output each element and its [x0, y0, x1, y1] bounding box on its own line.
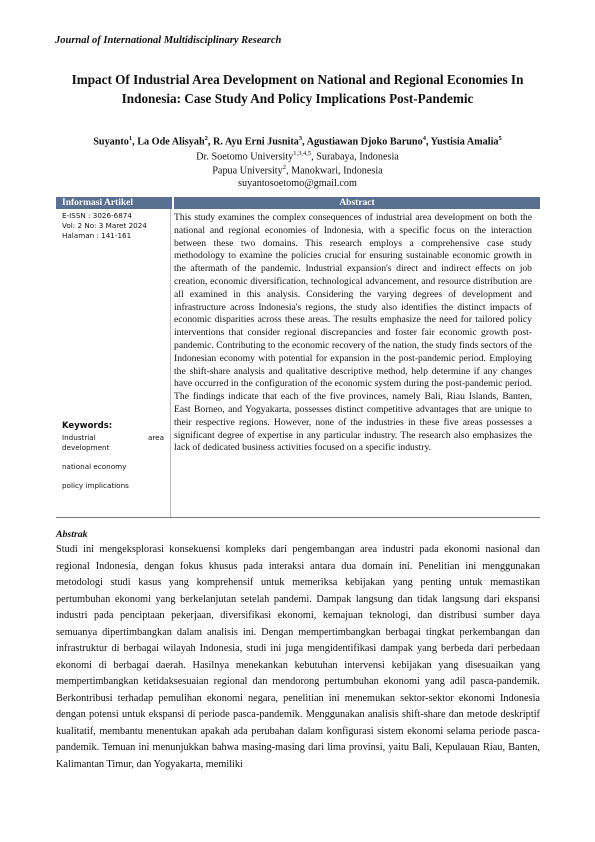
affiliation-2 — [60, 164, 535, 176]
affiliation-name: Papua University — [212, 165, 283, 177]
keyword-1-continued: development — [62, 443, 110, 452]
affiliation-place: , Manokwari, Indonesia — [285, 165, 383, 177]
author-name: Suyanto — [93, 136, 129, 148]
corresponding-email: suyantosoetomo@gmail.com — [238, 178, 357, 189]
paper-title: Impact Of Industrial Area Development on National and Regional Economies In Indonesia: Case Study And Policy Implications Post-Pandemic — [71, 72, 524, 106]
author-affiliation-mark: 2 — [204, 135, 208, 142]
author-affiliation-mark: 4 — [422, 135, 426, 142]
eissn: E-ISSN : 3026-6874 — [62, 211, 132, 220]
abstrak-label: Abstrak — [56, 529, 88, 540]
volume-issue: Vol: 2 No: 3 Maret 2024 — [62, 221, 147, 230]
affiliation-place: , Surabaya, Indonesia — [311, 151, 399, 163]
keyword-2: national economy — [62, 462, 127, 471]
author-affiliation-mark: 5 — [498, 135, 502, 142]
abstract-english: This study examines the complex consequences of industrial area development on both the national and regional economies of Indonesia, with a specific focus on the interaction between these two domains. This research employs a comprehensive case study methodology to examine the policies crucial for ensuring sustainable economic growth in the aftermath of the pandemic. Industrial expansion's direct and indirect effects on job creation, economic diversification, technological advancement, and resource distribution are all examined in this analysis. Considering the varying degrees of development and infrastructure across Indonesia's regions, the study also identifies the distinct impacts of economic disparities across these areas. The results emphasize the need for tailored policy interventions that consider regional discrepancies and foster fair economic growth post-pandemic. Contributing to the economic recovery of the nation, the study finds sectors of the Indonesian economy with potential for expansion in the post-pandemic period. Employing the shift-share analysis and qualitative descriptive method, help determine if any changes have occurred in the configuration of the economic system during the post-pandemic period. The findings indicate that each of the five provinces, namely Bali, Riau Islands, Banten, East Borneo, and Yogyakarta, possesses distinct competitive advantages that are unique to their respective regions. However, none of the industries in these five areas possesses a significant degree of expertise in any particular industry. The research also emphasizes the lack of dedicated business activities focused on a specific industry. — [174, 212, 532, 454]
section-divider — [56, 517, 540, 518]
article-info-header: Informasi Artikel — [56, 197, 172, 209]
page-range: Halaman : 141-161 — [62, 231, 132, 240]
author-name: Agustiawan Djoko Baruno — [306, 136, 423, 148]
affiliation-1 — [60, 150, 535, 162]
author-affiliation-mark: 1 — [128, 135, 133, 142]
author-name: La Ode Alisyah — [137, 136, 205, 148]
author-name: R. Ayu Erni Jusnita — [212, 136, 299, 148]
journal-name: Journal of International Multidisciplinary Research — [55, 35, 282, 46]
affiliation-mark: 2 — [282, 164, 286, 171]
affiliation-name: Dr. Soetomo University — [196, 151, 294, 163]
abstract-indonesian: Studi ini mengeksplorasi konsekuensi kompleks dari pengembangan area industri pada ekonomi nasional dan regional Indonesia, dengan fokus khusus pada interaksi antara dua domain ini. Penelitian ini menggunakan metodologi studi kasus yang komprehensif untuk memeriksa kebijakan yang penting untuk memastikan pertumbuhan ekonomi yang berkelanjutan setelah pandemi. Dampak langsung dan tidak langsung dari ekspansi industri pada penciptaan pekerjaan, diversifikasi ekonomi, kemajuan teknologi, dan distribusi sumber daya semuanya dipertimbangkan dalam analisis ini. Dengan mempertimbangkan berbagai tingkat perkembangan dan infrastruktur di berbagai wilayah Indonesia, studi ini juga mengidentifikasi dampak yang berbeda dari perbedaan ekonomi di berbagai daerah. Hasilnya menekankan kebutuhan intervensi kebijakan yang disesuaikan yang mempertimbangkan ketidaksesuaian regional dan mendorong pertumbuhan ekonomi yang adil pasca-pandemik. Berkontribusi terhadap pemulihan ekonomi negara, penelitian ini menemukan sektor-sektor ekonomi Indonesia dengan potensi untuk ekspansi di periode pasca-pandemik. Menggunakan analisis shift-share dan metode deskriptif kualitatif, membantu menentukan apakah ada perubahan dalam konfigurasi sistem ekonomi selama periode pasca-pandemik. Temuan ini menunjukkan bahwa masing-masing dari lima provinsi, yaitu Bali, Kepulauan Riau, Banten, Kalimantan Timur, dan Yogyakarta, memiliki — [56, 544, 540, 770]
author-list: Suyanto$^1$, La Ode Alisyah$^2$, R. Ayu Erni Jusnita$^3$, Agustiawan Djoko Baruno$^4$, Yustisia Amalia$^5$ — [93, 135, 502, 148]
column-divider — [170, 209, 171, 517]
keyword-1: Industrial area — [62, 433, 164, 442]
author-name: Yustisia Amalia — [430, 136, 499, 148]
abstract-header: Abstract — [174, 197, 540, 209]
article-meta — [62, 211, 147, 241]
keyword-3: policy implications — [62, 481, 129, 490]
author-affiliation-mark: 3 — [298, 135, 303, 142]
keywords-label: Keywords: — [62, 421, 113, 431]
affiliation-mark: 1,3,4,5 — [293, 150, 312, 157]
